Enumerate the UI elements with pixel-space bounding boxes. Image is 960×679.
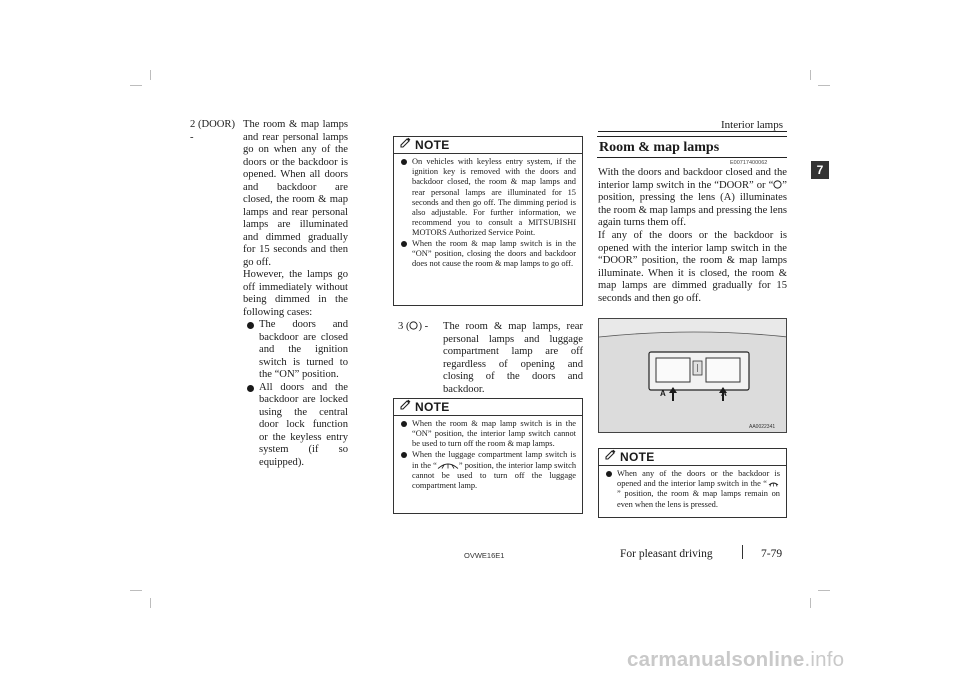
note-box-switch bbox=[393, 398, 583, 514]
paragraph: However, the lamps go off immediately without being dimmed in the following cases: bbox=[243, 269, 348, 318]
note-body bbox=[394, 154, 582, 273]
header-rule bbox=[598, 131, 787, 132]
crop-mark bbox=[810, 598, 811, 608]
note-body bbox=[394, 416, 582, 495]
label-suffix: ) - bbox=[418, 321, 429, 332]
note-text: When the room & map lamp switch is in the “ON” position, closing the doors and backdoor does not cause the room & map lamps to go off. bbox=[412, 238, 576, 269]
crop-mark bbox=[150, 70, 151, 80]
off-position-text: The room & map lamps, rear personal lamps and luggage compartment lamp are off regardless of opening and closing of the doors and backdoor. bbox=[443, 321, 583, 395]
section-body bbox=[598, 167, 787, 306]
note-body bbox=[599, 466, 786, 514]
paragraph: The room & map lamps and rear personal lamps go on when any of the doors or the backdoor is opened. When all doors and backdoor are closed, the room & map lamps and rear personal lamps are illuminated and dimmed gradually for 15 seconds and then go off. bbox=[243, 119, 348, 268]
crop-mark bbox=[150, 598, 151, 608]
bullet-list bbox=[243, 319, 348, 469]
watermark[interactable] bbox=[627, 648, 844, 672]
luggage-lamp-icon bbox=[767, 480, 780, 487]
note-text-before: When the luggage compartment lamp switch is in the “ bbox=[412, 449, 576, 470]
switch-position-label: 2 (DOOR) - bbox=[190, 119, 236, 143]
watermark-rest: .info bbox=[804, 648, 845, 671]
note-icon bbox=[605, 448, 617, 466]
note-box-lens bbox=[598, 448, 787, 518]
bullet-text: All doors and the backdoor are locked using the central door lock function or the keyless entry system (if so equipped). bbox=[259, 381, 348, 468]
watermark-bold: carmanualsonline bbox=[627, 648, 805, 671]
bullet-text: The doors and backdoor are closed and the ignition switch is turned to the “ON” position. bbox=[259, 319, 348, 380]
lamp-illustration bbox=[599, 319, 787, 433]
note-item bbox=[400, 419, 576, 450]
section-title-bar bbox=[597, 136, 787, 158]
paragraph bbox=[598, 167, 787, 230]
note-text-after: ” position, the room & map lamps remain on even when the lens is pressed. bbox=[617, 489, 780, 509]
note-title: NOTE bbox=[415, 400, 450, 414]
note-icon bbox=[400, 398, 412, 416]
lamp-off-icon bbox=[773, 180, 782, 189]
note-icon bbox=[400, 136, 412, 154]
section-title: Room & map lamps bbox=[599, 140, 720, 155]
section-header: Interior lamps bbox=[721, 119, 784, 131]
room-map-lamp-figure bbox=[598, 318, 787, 433]
crop-mark bbox=[818, 590, 830, 591]
document-code: OVWE16E1 bbox=[464, 551, 505, 560]
page-number: 7-79 bbox=[761, 548, 783, 560]
note-text-after: ” position, the interior lamp switch cannot be used to turn off the luggage compartment lamp. bbox=[412, 460, 577, 491]
note-item bbox=[400, 157, 576, 239]
label-prefix: 3 ( bbox=[398, 321, 410, 332]
note-title: NOTE bbox=[415, 138, 450, 152]
bullet-icon bbox=[401, 159, 407, 165]
bullet-icon bbox=[247, 385, 254, 392]
para-text-after: ” position, pressing the lens (A) illuminates the room & map lamps and pressing the lens again turns them off. bbox=[598, 179, 787, 229]
bullet-icon bbox=[401, 421, 407, 427]
bullet-item bbox=[245, 382, 348, 470]
bullet-icon bbox=[606, 471, 612, 477]
para-text-before: With the doors and backdoor closed and the interior lamp switch in the “DOOR” or “ bbox=[598, 167, 787, 191]
crop-mark bbox=[130, 590, 142, 591]
note-header bbox=[599, 449, 786, 466]
note-text: When the room & map lamp switch is in the “ON” position, the interior lamp switch cannot be used to turn off the room & map lamps. bbox=[412, 419, 576, 449]
luggage-lamp-icon bbox=[437, 460, 459, 469]
paragraph: If any of the doors or the backdoor is opened with the interior lamp switch in the “DOOR” position, the room & map lamps illuminate. When it is closed, the room & map lamps are dimmed gradually for 15 seconds and then go off. bbox=[598, 229, 787, 304]
note-header bbox=[394, 399, 582, 416]
note-item bbox=[400, 450, 576, 492]
note-title: NOTE bbox=[620, 450, 655, 464]
figure-code: AA0022341 bbox=[749, 424, 776, 430]
note-text-before: When any of the doors or the backdoor is opened and the interior lamp switch in the “ bbox=[617, 469, 780, 489]
note-item bbox=[605, 469, 780, 510]
footer-divider bbox=[742, 545, 743, 559]
switch-position-label bbox=[398, 321, 438, 334]
crop-mark bbox=[810, 70, 811, 80]
section-code: E00717400062 bbox=[730, 160, 768, 166]
bullet-icon bbox=[247, 322, 254, 329]
figure-label-a: A bbox=[660, 389, 666, 398]
note-item bbox=[400, 239, 576, 270]
note-text: On vehicles with keyless entry system, if the ignition key is removed with the doors and backdoor closed, the room & map lamps and rear personal lamps are illuminated for 15 seconds and then go off. The dimming period is also adjustable. For further information, we recommend you to consult a MITSUBISHI MOTORS Authorized Service Point. bbox=[412, 157, 576, 238]
crop-mark bbox=[130, 85, 142, 86]
figure-label-a: A bbox=[721, 389, 727, 398]
bullet-icon bbox=[401, 241, 407, 247]
chapter-title: For pleasant driving bbox=[620, 548, 713, 560]
door-position-description bbox=[243, 119, 348, 469]
crop-mark bbox=[818, 85, 830, 86]
note-header bbox=[394, 137, 582, 154]
bullet-icon bbox=[401, 452, 407, 458]
note-box-keyless bbox=[393, 136, 583, 306]
bullet-item bbox=[245, 319, 348, 382]
chapter-tab[interactable]: 7 bbox=[811, 161, 829, 179]
